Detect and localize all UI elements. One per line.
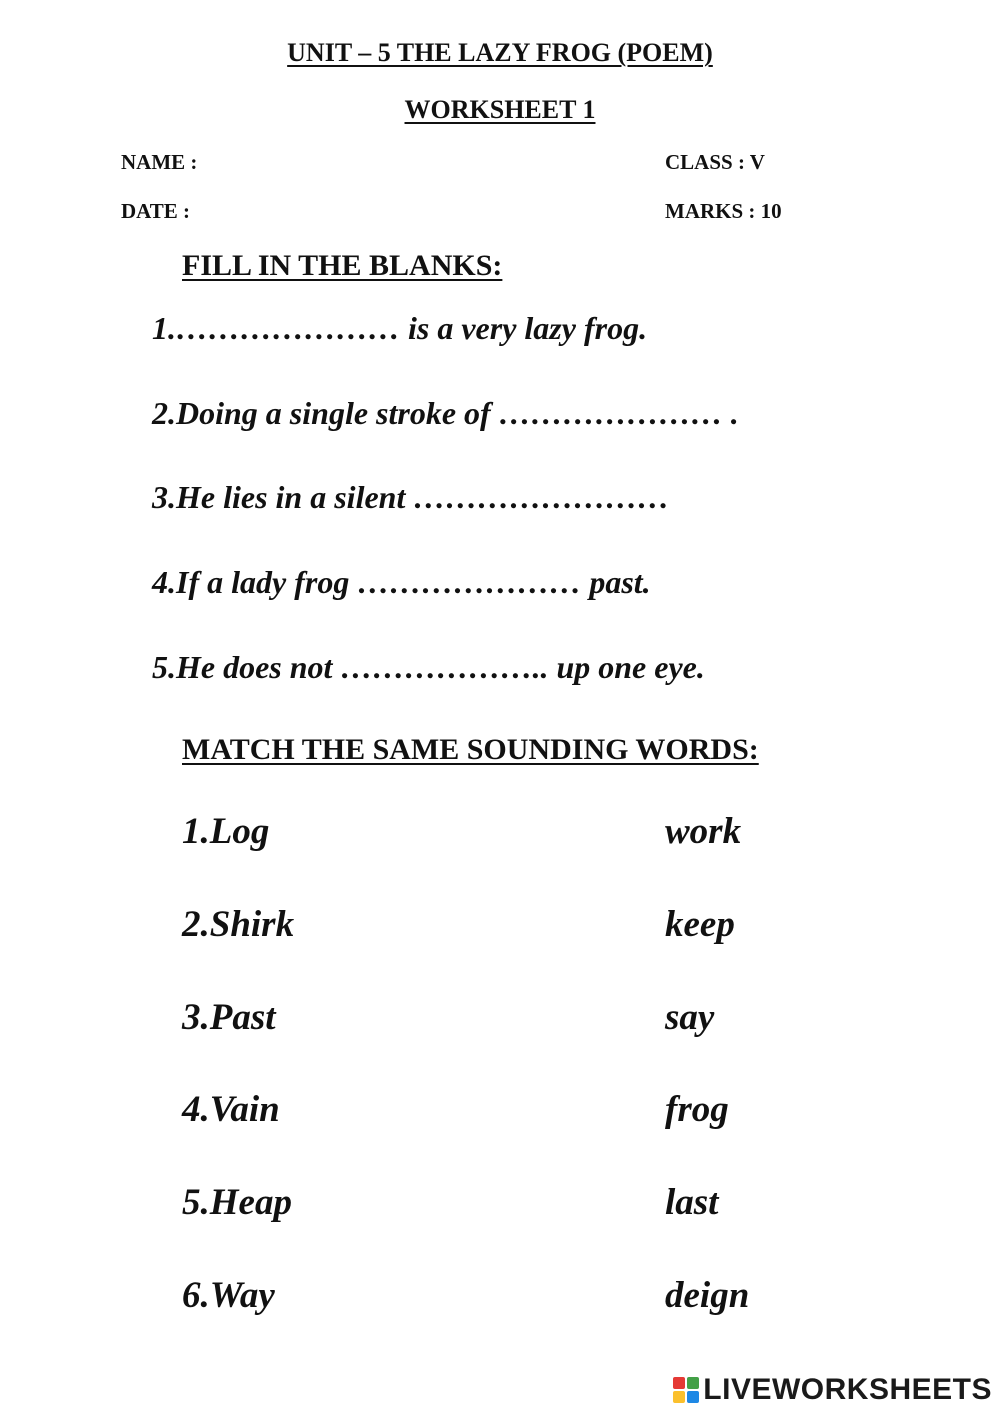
match-right-word: keep — [665, 904, 735, 945]
match-left-word: 6.Way — [182, 1275, 275, 1316]
match-heading: MATCH THE SAME SOUNDING WORDS: — [182, 733, 759, 766]
worksheet-title: WORKSHEET 1 — [404, 95, 596, 124]
match-left-word: 1.Log — [182, 811, 270, 852]
unit-title: UNIT – 5 THE LAZY FROG (POEM) — [287, 38, 713, 67]
logo-square — [673, 1377, 685, 1389]
liveworksheets-logo-icon — [673, 1377, 699, 1403]
blank-question: 5.He does not ……………….. up one eye. — [152, 649, 705, 685]
date-label: DATE : — [121, 199, 191, 223]
marks-label: MARKS : 10 — [665, 199, 782, 223]
blank-question: 4.If a lady frog ………………… past. — [152, 564, 651, 600]
match-left-word: 2.Shirk — [182, 904, 295, 945]
match-right-word: work — [665, 811, 742, 852]
fill-in-blanks-heading: FILL IN THE BLANKS: — [182, 249, 503, 282]
match-right-word: last — [665, 1182, 719, 1223]
logo-square — [687, 1377, 699, 1389]
match-left-word: 5.Heap — [182, 1182, 292, 1223]
blank-question: 3.He lies in a silent …………………… — [152, 479, 670, 515]
brand-text: LIVEWORKSHEETS — [703, 1373, 992, 1406]
logo-square — [673, 1391, 685, 1403]
name-label: NAME : — [121, 150, 198, 174]
liveworksheets-brand[interactable] — [673, 1373, 992, 1407]
match-left-word: 3.Past — [182, 997, 276, 1038]
logo-square — [687, 1391, 699, 1403]
match-left-word: 4.Vain — [182, 1089, 280, 1130]
blank-question: 1.………………… is a very lazy frog. — [152, 310, 648, 346]
class-label: CLASS : V — [665, 150, 765, 174]
blank-question: 2.Doing a single stroke of ………………… . — [152, 395, 739, 431]
match-right-word: say — [665, 997, 715, 1038]
match-right-word: frog — [665, 1089, 729, 1130]
match-right-word: deign — [665, 1275, 750, 1316]
